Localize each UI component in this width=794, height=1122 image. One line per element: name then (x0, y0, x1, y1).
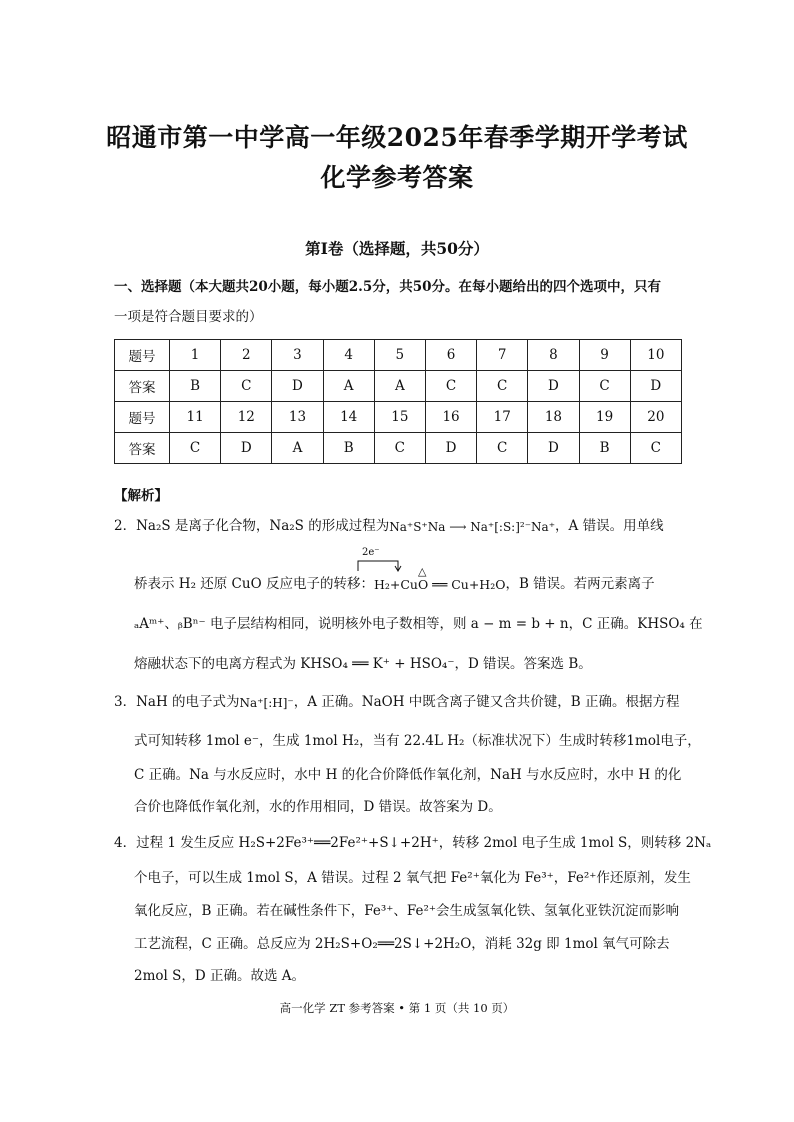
table-cell: D (272, 371, 323, 402)
page-title: 昭通市第一中学高一年级2025年春季学期开学考试 (106, 123, 688, 152)
table-cell: C (579, 371, 630, 402)
table-cell: 1 (170, 340, 221, 371)
answer-row-2 (115, 433, 682, 464)
row-label: 题号 (115, 340, 170, 371)
q4-line1 (114, 833, 712, 853)
q2-redox-formula: H₂+CuO ══ Cu+H₂O (373, 576, 506, 592)
q2-line4: 熔融状态下的电离方程式为 KHSO₄ ══ K⁺ + HSO₄⁻，D 错误。答案选 B。 (134, 656, 592, 672)
q2-line2 (114, 574, 682, 595)
table-cell: 12 (221, 402, 272, 433)
row-label: 题号 (115, 402, 170, 433)
table-cell: 13 (272, 402, 323, 433)
table-cell: 20 (630, 402, 681, 433)
q3-electron-formula: Na⁺[:H]⁻ (239, 695, 294, 710)
q3-number: 3． (114, 694, 137, 710)
q2-text-1b: ，A 错误。用单线 (555, 518, 664, 534)
q3-line1 (114, 692, 682, 713)
analysis-label: 【解析】 (114, 488, 168, 504)
q3-line3: C 正确。Na 与水反应时，水中 H 的化合价降低作氧化剂，NaH 与水反应时，水中 H 的化 (134, 767, 682, 783)
q4-line5: 2mol S，D 正确。故选 A。 (134, 968, 306, 984)
table-cell: C (630, 433, 681, 464)
q2-number: 2． (114, 518, 137, 534)
q3-text-1a: NaH 的电子式为 (136, 694, 240, 710)
table-cell: B (323, 433, 374, 464)
q4-text-1: 过程 1 发生反应 H₂S+2Fe³⁺══2Fe²⁺+S↓+2H⁺，转移 2mol 电子生成 1mol S，则转移 2Nₐ (136, 835, 712, 851)
page-footer: 高一化学 ZT 参考答案 • 第 1 页（共 10 页） (279, 1001, 515, 1015)
table-cell: D (528, 433, 579, 464)
page-subtitle: 化学参考答案 (320, 163, 474, 192)
q2-heat-symbol: △ (418, 565, 427, 578)
table-cell: C (477, 371, 528, 402)
table-cell: 9 (579, 340, 630, 371)
section-intro-line2: 一项是符合题目要求的） (114, 309, 263, 325)
table-cell: D (528, 371, 579, 402)
q2-line3: ₐAᵐ⁺、ᵦBⁿ⁻ 电子层结构相同，说明核外电子数相等，则 a − m = b + n，C 正确。KHSO₄ 在 (134, 616, 703, 632)
table-cell: B (170, 371, 221, 402)
q4-line2: 个电子，可以生成 1mol S，A 错误。过程 2 氧气把 Fe²⁺氧化为 Fe³⁺，Fe²⁺作还原剂，发生 (134, 870, 691, 886)
table-cell: D (221, 433, 272, 464)
table-cell: 8 (528, 340, 579, 371)
table-cell: D (630, 371, 681, 402)
table-cell: 10 (630, 340, 681, 371)
q2-text-1a: Na₂S 是离子化合物，Na₂S 的形成过程为 (136, 518, 390, 534)
table-cell: 15 (374, 402, 425, 433)
row-label: 答案 (115, 433, 170, 464)
q4-number: 4． (114, 835, 137, 851)
table-cell: C (374, 433, 425, 464)
table-cell: C (221, 371, 272, 402)
q3-line2: 式可知转移 1mol e⁻，生成 1mol H₂，当有 22.4L H₂（标准状况下）生成时转移1mol电子， (134, 733, 701, 749)
section-heading: 第Ⅰ卷（选择题，共50分） (305, 239, 489, 258)
table-cell: 16 (425, 402, 476, 433)
table-cell: 18 (528, 402, 579, 433)
question-row-2 (115, 402, 682, 433)
table-cell: 17 (477, 402, 528, 433)
answer-row-1 (115, 371, 682, 402)
table-cell: C (170, 433, 221, 464)
table-cell: D (425, 433, 476, 464)
q2-text-2b: ，B 错误。若两元素离子 (505, 576, 655, 592)
q2-formation-formula: Na⁺S⁺Na ⟶ Na⁺[:S:]²⁻Na⁺ (389, 519, 556, 534)
q3-text-1b: ，A 正确。NaOH 中既含离子键又含共价键，B 正确。根据方程 (293, 694, 680, 710)
table-cell: A (272, 433, 323, 464)
section-intro-line1 (114, 277, 682, 297)
q3-line4: 合价也降低作氧化剂，水的作用相同，D 错误。故答案为 D。 (134, 799, 502, 815)
table-cell: A (374, 371, 425, 402)
q2-single-bridge-arrow (354, 558, 404, 572)
q2-text-2a: 桥表示 H₂ 还原 CuO 反应电子的转移： (134, 576, 374, 592)
table-cell: 11 (170, 402, 221, 433)
q2-line1 (114, 516, 682, 537)
answer-table (114, 339, 682, 464)
table-cell: 19 (579, 402, 630, 433)
q2-electron-label: 2e⁻ (362, 547, 380, 558)
table-cell: B (579, 433, 630, 464)
table-cell: C (477, 433, 528, 464)
table-cell: 3 (272, 340, 323, 371)
question-row-1 (115, 340, 682, 371)
row-label: 答案 (115, 371, 170, 402)
table-cell: 6 (425, 340, 476, 371)
table-cell: 14 (323, 402, 374, 433)
table-cell: 2 (221, 340, 272, 371)
table-cell: A (323, 371, 374, 402)
intro-text-1: 一、选择题（本大题共20小题，每小题2.5分，共50分。在每小题给出的四个选项中，只有 (114, 279, 662, 295)
table-cell: 7 (477, 340, 528, 371)
q4-line3: 氧化反应，B 正确。若在碱性条件下，Fe³⁺、Fe²⁺会生成氢氧化铁、氢氧化亚铁沉淀而影响 (134, 903, 680, 919)
table-cell: 4 (323, 340, 374, 371)
q4-line4: 工艺流程，C 正确。总反应为 2H₂S+O₂══2S↓+2H₂O，消耗 32g 即 1mol 氧气可除去 (134, 936, 670, 952)
table-cell: 5 (374, 340, 425, 371)
table-cell: C (425, 371, 476, 402)
